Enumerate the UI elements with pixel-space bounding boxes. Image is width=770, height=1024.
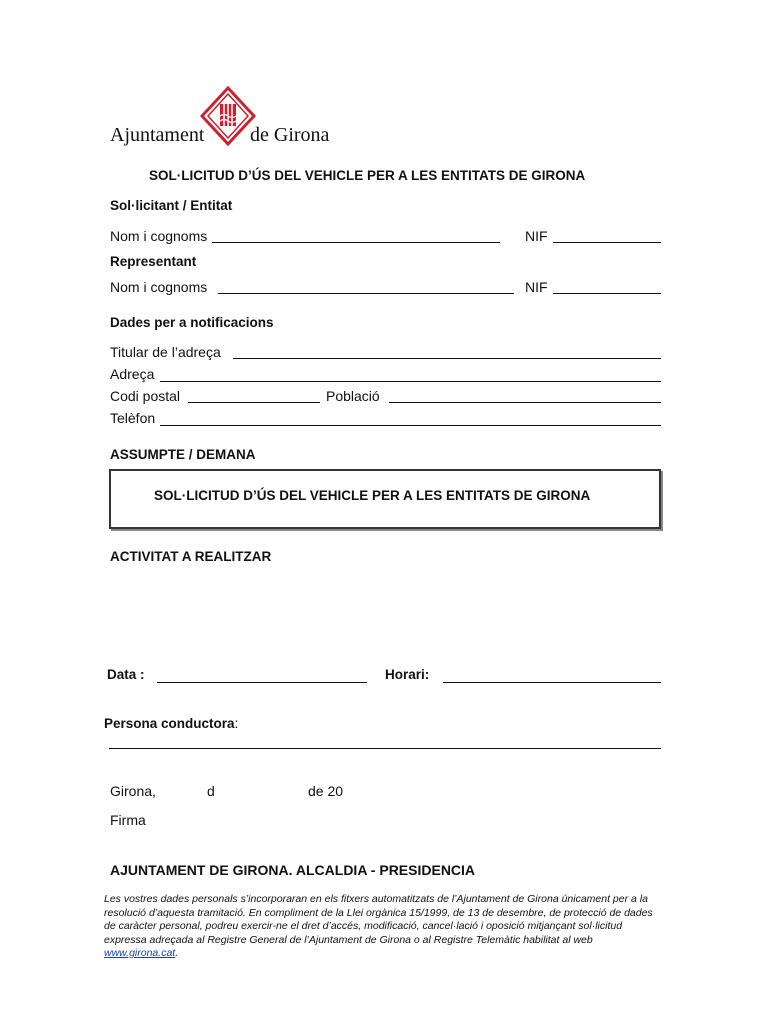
horari-field[interactable] <box>443 682 661 683</box>
solicitant-name-field[interactable] <box>212 242 500 243</box>
conductora-label: Persona conductora <box>104 716 235 731</box>
signature-place: Girona, <box>110 783 156 799</box>
conductora-field[interactable] <box>109 748 661 749</box>
representant-heading: Representant <box>110 254 197 269</box>
solicitant-name-label: Nom i cognoms <box>110 228 208 244</box>
solicitant-nif-label: NIF <box>525 228 548 244</box>
signature-year: de 20 <box>308 783 344 799</box>
assumpte-box <box>109 469 661 529</box>
titular-label: Titular de l’adreça <box>110 344 221 360</box>
representant-nif-label: NIF <box>525 279 548 295</box>
representant-nif-field[interactable] <box>553 293 661 294</box>
signature-day: d <box>207 783 215 799</box>
girona-website-link[interactable]: www.girona.cat <box>104 947 176 959</box>
adreca-label: Adreça <box>110 366 155 382</box>
authority-heading: AJUNTAMENT DE GIRONA. ALCALDIA - PRESIDENCIA <box>110 862 476 878</box>
logo-text-left: Ajuntament <box>110 124 205 146</box>
solicitant-nif-field[interactable] <box>553 242 661 243</box>
girona-coat-of-arms-icon <box>200 86 256 148</box>
signature-firma: Firma <box>110 812 146 828</box>
representant-name-label: Nom i cognoms <box>110 279 208 295</box>
poblacio-field[interactable] <box>389 402 661 403</box>
notificacions-heading: Dades per a notificacions <box>110 315 274 330</box>
logo <box>110 86 330 152</box>
horari-label: Horari: <box>385 667 430 682</box>
data-field[interactable] <box>157 682 367 683</box>
data-label: Data : <box>107 667 145 682</box>
privacy-link-suffix: . <box>175 947 179 959</box>
page-title: SOL·LICITUD D’ÚS DEL VEHICLE PER A LES ENTITATS DE GIRONA <box>149 168 586 183</box>
telefon-field[interactable] <box>160 425 661 426</box>
logo-text-right: de Girona <box>250 124 330 146</box>
conductora-label-row <box>104 715 238 731</box>
privacy-text: Les vostres dades personals s’incorporaran en els fitxers automatitzats de l’Ajuntament de Girona únicament per a la resolució d’aquesta tramitació. En compliment de la Llei orgànica 15/1999, de 13 de desembre, de protecció de dades de caràcter personal, podreu exercir-ne el dret d’accés, modificació, cancel·lació i oposició mitjançant sol·licitud expressa adreçada al Registre General de l’Ajuntament de Girona o al Registre Telemàtic habilitat al web <box>104 893 653 946</box>
privacy-notice <box>104 893 664 961</box>
poblacio-label: Població <box>326 388 380 404</box>
assumpte-box-text: SOL·LICITUD D’ÚS DEL VEHICLE PER A LES ENTITATS DE GIRONA <box>154 488 591 503</box>
representant-name-field[interactable] <box>218 293 514 294</box>
conductora-colon: : <box>234 715 239 731</box>
codi-postal-field[interactable] <box>188 402 320 403</box>
telefon-label: Telèfon <box>110 410 156 426</box>
solicitant-heading: Sol·licitant / Entitat <box>110 198 233 213</box>
assumpte-heading: ASSUMPTE / DEMANA <box>110 447 256 462</box>
adreca-field[interactable] <box>160 381 661 382</box>
activitat-heading: ACTIVITAT A REALITZAR <box>110 549 272 564</box>
titular-field[interactable] <box>233 358 661 359</box>
codi-postal-label: Codi postal <box>110 388 181 404</box>
activitat-area[interactable] <box>109 570 661 660</box>
